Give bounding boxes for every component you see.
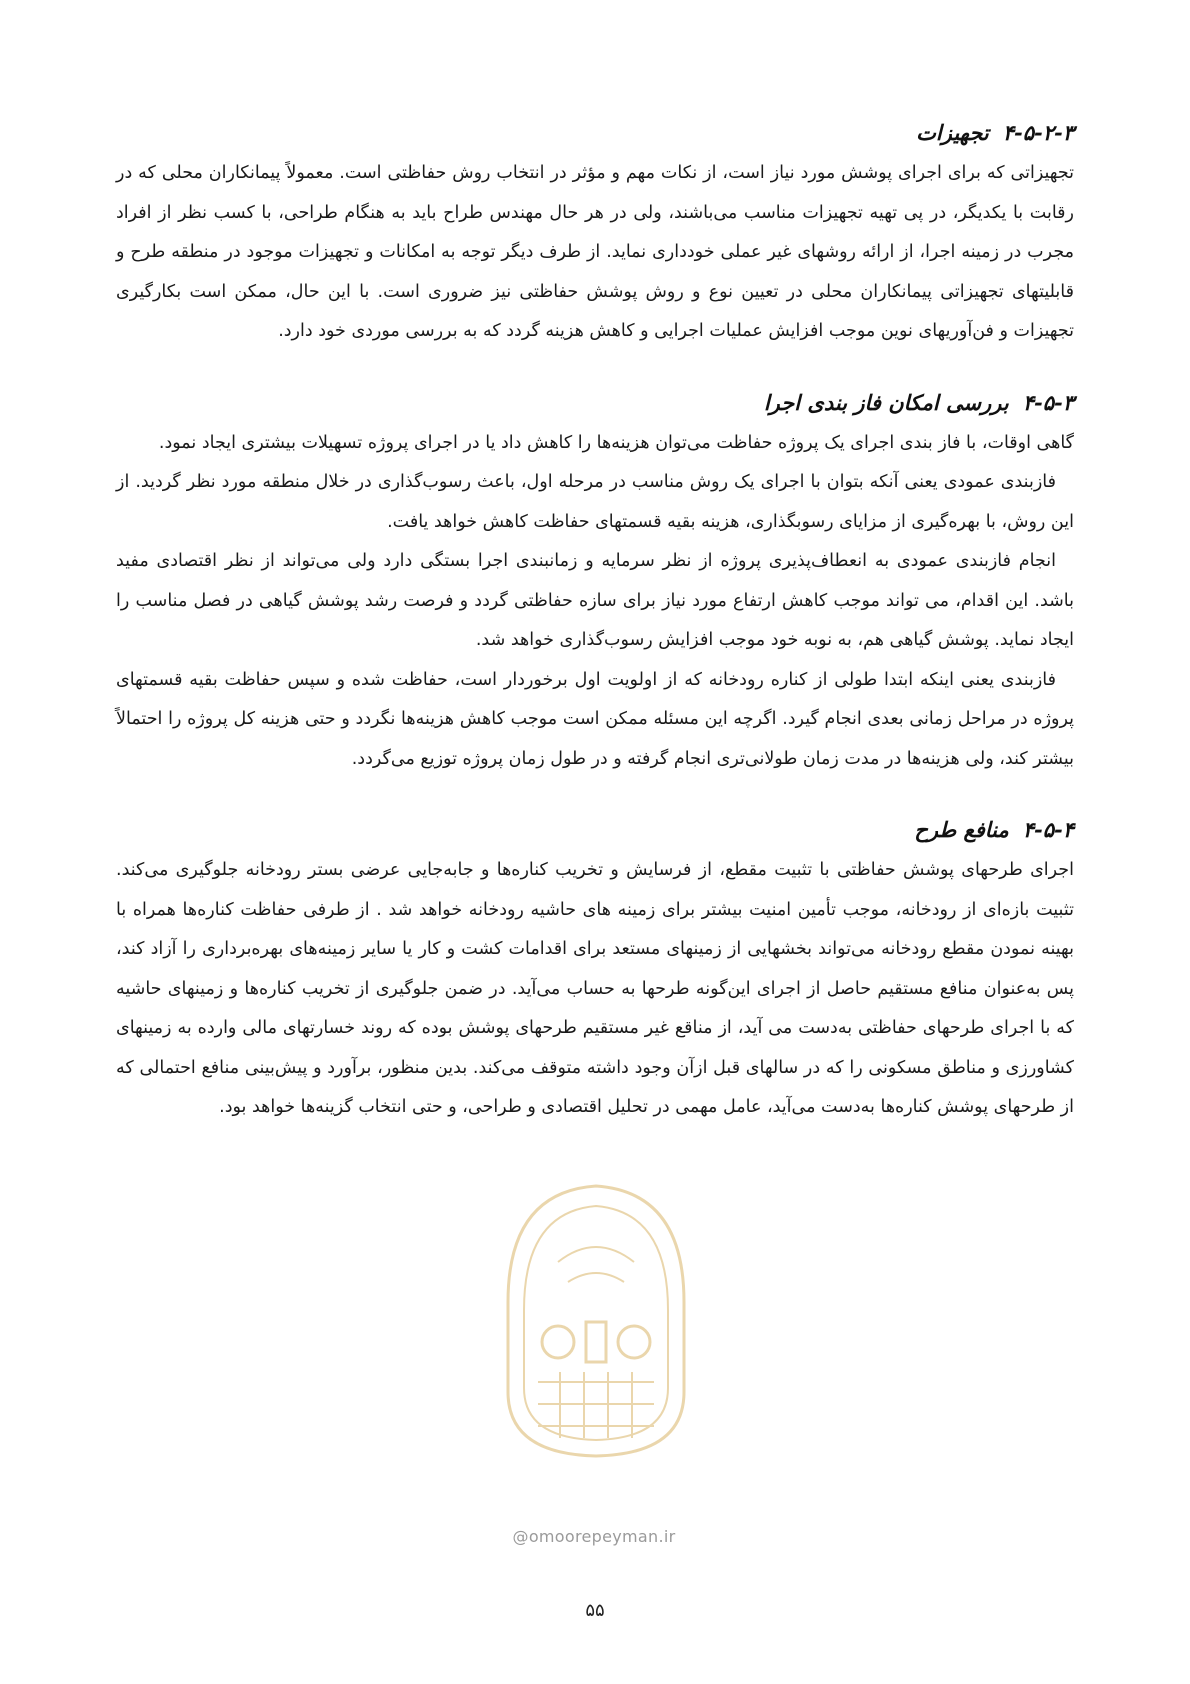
section-heading xyxy=(116,118,1074,148)
paragraph: فازبندی عمودی یعنی آنکه بتوان با اجرای یک روش مناسب در مرحله اول، باعث رسوب‌گذاری در خلال منطقه مورد نظر گردید. از این روش، با بهره‌گیری از مزایای رسوبگذاری، هزینه بقیه قسمتهای حفاظت کاهش خواهد یافت. xyxy=(116,472,1074,532)
section-title: بررسی امکان فاز بندی اجرا xyxy=(763,389,1009,415)
document-body xyxy=(116,118,1074,1164)
section-heading xyxy=(116,388,1074,418)
paragraph: گاهی اوقات، با فاز بندی اجرای یک پروژه حفاظت می‌توان هزینه‌ها را کاهش داد یا در اجرای پروژه تسهیلات بیشتری ایجاد نمود. xyxy=(158,432,1074,453)
page-number: ۵۵ xyxy=(585,1600,605,1621)
paragraph: فازبندی یعنی اینکه ابتدا طولی از کناره رودخانه که از اولویت اول برخوردار است، حفاظت شده و سپس حفاظت بقیه قسمتهای پروژه در مراحل زمانی بعدی انجام گیرد. اگرچه این مسئله ممکن است موجب کاهش هزینه‌ها نگردد و حتی هزینه کل پروژه را احتمالاً بیشتر کند، ولی هزینه‌ها در مدت زمان طولانی‌تری انجام گرفته و در طول زمان پروژه توزیع می‌گردد. xyxy=(116,669,1074,769)
watermark-site-text: omoorepeyman.ir xyxy=(528,1527,676,1546)
watermark-site xyxy=(494,1527,694,1546)
watermark-emblem-icon xyxy=(498,1172,694,1462)
section-number: ۴-۵-۴ xyxy=(1022,817,1074,842)
section-title: تجهیزات xyxy=(916,120,989,145)
paragraph: اجرای طرحهای پوشش حفاظتی با تثبیت مقطع، از فرسایش و تخریب کناره‌ها و جابه‌جایی عرضی بستر رودخانه جلوگیری می‌کند. تثبیت بازه‌ای از رودخانه، موجب تأمین امنیت بیشتر برای زمینه های حاشیه رودخانه خواهد شد . از طرفی حفاظت کناره‌ها همراه با بهینه نمودن مقطع رودخانه می‌تواند بخشهایی از زمینهای مستعد برای اقدامات کشت و کار یا سایر زمینه‌های بهره‌برداری را آزاد کند، پس به‌عنوان منافع مستقیم حاصل از اجرای این‌گونه طرحها به حساب می‌آید. در ضمن جلوگیری از تخریب کناره‌ها و زمینهای حاشیه که با اجرای طرحهای حفاظتی به‌دست می آید، از مناقع غیر مستقیم طرحهای پوشش بوده که روند خسارتهای مالی وارده به زمینهای کشاورزی و مناطق مسکونی را که در سالهای قبل ازآن وجود داشته متوقف می‌کند. بدین منظور، برآورد و پیش‌بینی منافع احتمالی که از طرحهای پوشش کناره‌ها به‌دست می‌آید، عامل مهمی در تحلیل اقتصادی و طراحی، و حتی انتخاب گزینه‌ها خواهد بود. xyxy=(116,860,1074,1117)
paragraph: انجام فازبندی عمودی به انعطاف‌پذیری پروژه از نظر سرمایه و زمانبندی اجرا بستگی دارد ولی می‌تواند از نظر اقتصادی مفید باشد. این اقدام، می تواند موجب کاهش ارتفاع مورد نیاز برای سازه حفاظتی گردد و فرصت رشد پوشش گیاهی در فصل مناسب را ایجاد نماید. پوشش گیاهی هم، به نوبه خود موجب افزایش رسوب‌گذاری خواهد شد. xyxy=(116,551,1074,650)
at-sign-icon: @ xyxy=(512,1527,529,1546)
section-number: ۴-۵-۲-۳ xyxy=(1002,120,1074,145)
section-title: منافع طرح xyxy=(914,817,1009,842)
section-heading xyxy=(116,815,1074,845)
section-benefits xyxy=(116,815,1074,1128)
section-equipment xyxy=(116,118,1074,352)
section-phasing xyxy=(116,388,1074,780)
paragraph: تجهیزاتی که برای اجرای پوشش مورد نیاز است، از نکات مهم و مؤثر در انتخاب روش حفاظتی است. معمولاً پیمانکاران محلی که در رقابت با یکدیگر، در پی تهیه تجهیزات مناسب می‌باشند، ولی در هر حال مهندس طراح باید به هنگام طراحی، با کسب نظر از افراد مجرب در زمینه اجرا، از ارائه روشهای غیر عملی خودداری نماید. از طرف دیگر توجه به امکانات و تجهیزات موجود در منطقه طرح و قابلیتهای تجهیزاتی پیمانکاران محلی در تعیین نوع و روش پوشش حفاظتی نیز ضروری است. با این حال، ممکن است بکارگیری تجهیزات و فن‌آوریهای نوین موجب افزایش عملیات اجرایی و کاهش هزینه گردد که به بررسی موردی خود دارد. xyxy=(116,163,1074,341)
section-number: ۴-۵-۳ xyxy=(1022,389,1074,415)
